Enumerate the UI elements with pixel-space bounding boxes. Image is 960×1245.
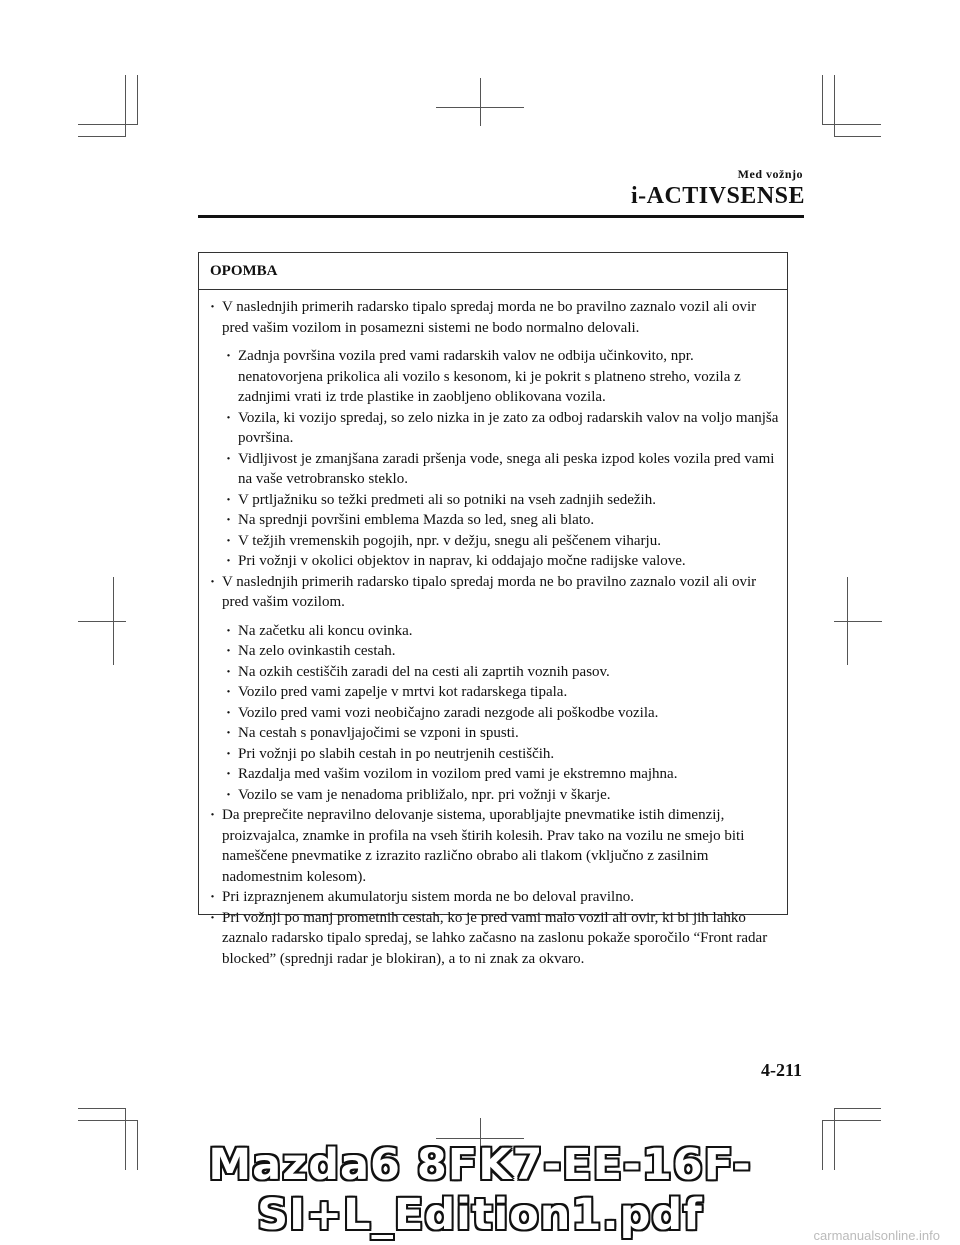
note-subitem: · Vozilo se vam je nenadoma približalo, npr. pri vožnji v škarje. — [223, 785, 779, 806]
note-sublist — [207, 346, 779, 572]
note-subitem: · Vidljivost je zmanjšana zaradi pršenja vode, snega ali peska izpod koles vozila pred vami na vaše vetrobransko steklo. — [223, 449, 779, 490]
note-subitem: · Razdalja med vašim vozilom in vozilom pred vami je ekstremno majhna. — [223, 764, 779, 785]
note-sublist — [207, 621, 779, 806]
page-title: i-ACTIVSENSE — [630, 183, 805, 209]
note-item: · Da preprečite nepravilno delovanje sistema, uporabljajte pnevmatike istih dimenzij, proizvajalca, znamke in profila na vseh štirih kolesih. Prav tako na vozilu ne smejo biti nameščene pnevmatike z izrazito različno obrabo ali tlakom (vključno z zasilnim nadomestnim kolesom). — [207, 805, 779, 887]
note-subitem: · Pri vožnji v okolici objektov in naprav, ki oddajajo močne radijske valove. — [223, 551, 779, 572]
note-body — [199, 290, 787, 969]
header-rule — [198, 215, 804, 218]
note-subitem: · Na začetku ali koncu ovinka. — [223, 621, 779, 642]
footer-filename: Mazda6 8FK7-EE-16F-SI+L_Edition1.pdf — [208, 1140, 752, 1240]
watermark: carmanualsonline.info — [813, 1228, 940, 1243]
note-subitem: · Pri vožnji po slabih cestah in po neutrjenih cestiščih. — [223, 744, 779, 765]
note-box — [198, 252, 788, 967]
note-subitem: · Vozilo pred vami zapelje v mrtvi kot radarskega tipala. — [223, 682, 779, 703]
note-subitem: · V prtljažniku so težki predmeti ali so potniki na vseh zadnjih sedežih. — [223, 490, 779, 511]
note-subitem: · Na ozkih cestiščih zaradi del na cesti ali zaprtih voznih pasov. — [223, 662, 779, 683]
note-subitem: · Vozila, ki vozijo spredaj, so zelo nizka in je zato za odboj radarskih valov na voljo manjša površina. — [223, 408, 779, 449]
note-subitem: · Vozilo pred vami vozi neobičajno zaradi nezgode ali poškodbe vozila. — [223, 703, 779, 724]
section-label: Med vožnjo — [737, 167, 803, 181]
note-item: · Pri izpraznjenem akumulatorju sistem morda ne bo deloval pravilno. — [207, 887, 779, 908]
page-number: 4-211 — [760, 1060, 802, 1080]
note-item: · V naslednjih primerih radarsko tipalo spredaj morda ne bo pravilno zaznalo vozil ali ovir pred vašim vozilom in posamezni sistemi ne bodo normalno delovali. — [207, 297, 779, 338]
note-subitem: · Na cestah s ponavljajočimi se vzponi in spusti. — [223, 723, 779, 744]
note-item: · V naslednjih primerih radarsko tipalo spredaj morda ne bo pravilno zaznalo vozil ali ovir pred vašim vozilom. — [207, 572, 779, 613]
note-subitem: · Na zelo ovinkastih cestah. — [223, 641, 779, 662]
note-subitem: · Na sprednji površini emblema Mazda so led, sneg ali blato. — [223, 510, 779, 531]
note-subitem: · V težjih vremenskih pogojih, npr. v dežju, snegu ali peščenem viharju. — [223, 531, 779, 552]
note-heading: OPOMBA — [199, 253, 787, 290]
note-item: · Pri vožnji po manj prometnih cestah, ko je pred vami malo vozil ali ovir, ki bi jih lahko zaznalo radarsko tipalo spredaj, se lahko začasno na zaslonu pokaže sporočilo “Front radar blocked” (sprednji radar je blokiran), a to ni znak za okvaro. — [207, 908, 779, 970]
note-subitem: · Zadnja površina vozila pred vami radarskih valov ne odbija učinkovito, npr. nenatovorjena prikolica ali vozilo s kesonom, ki je pokrit s platneno streho, vozila z zadnjimi vrati iz trde plastike in zaobljeno oblikovana vozila. — [223, 346, 779, 408]
